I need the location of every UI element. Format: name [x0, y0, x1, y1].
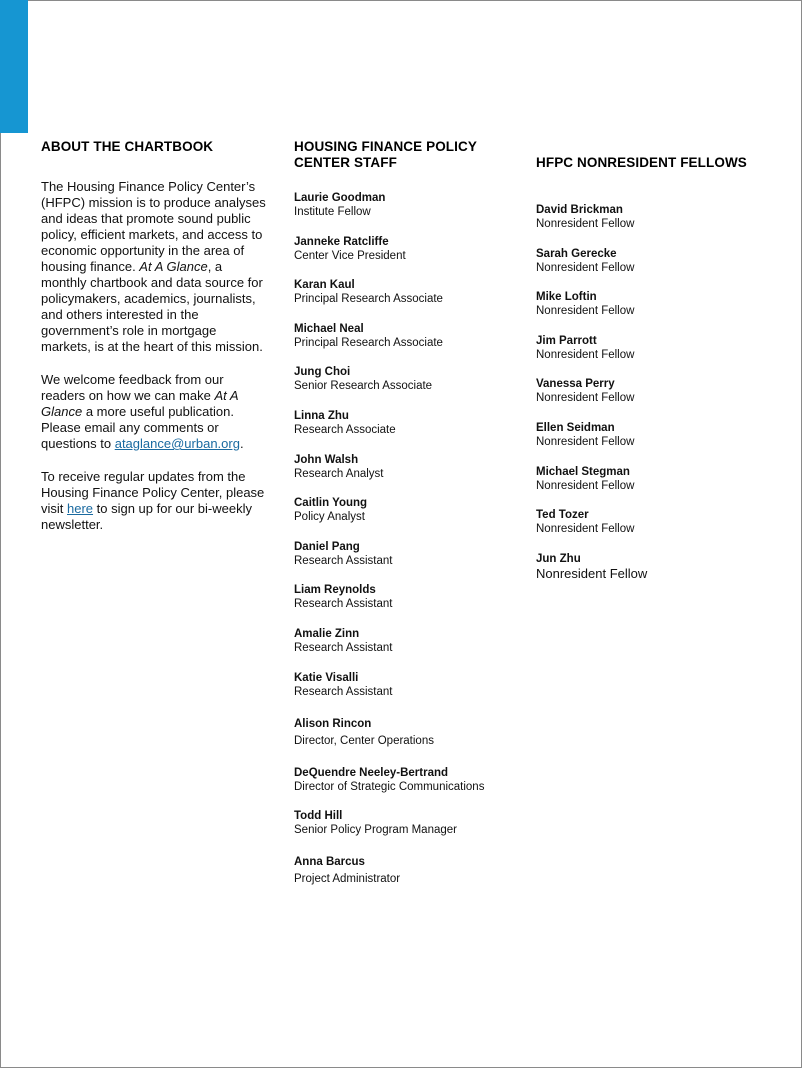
fellow-name: Ellen Seidman [536, 421, 615, 434]
staff-member [294, 322, 524, 350]
mission-text: The Housing Finance Policy Center’s (HFPC) mission is to produce analyses and ideas that promote sound public policy, efficient markets, and access to economic opportunity in the area of housing finance. [41, 179, 266, 274]
staff-member [294, 235, 524, 263]
fellow-member [536, 203, 776, 231]
fellow-name: Michael Stegman [536, 465, 630, 478]
fellow-member [536, 334, 776, 362]
staff-title: Director of Strategic Communications [294, 780, 485, 793]
staff-member [294, 717, 524, 748]
staff-title: Policy Analyst [294, 511, 365, 524]
staff-title: Principal Research Associate [294, 293, 443, 306]
fellow-title: Nonresident Fellow [536, 305, 635, 318]
newsletter-signup-link[interactable]: here [67, 501, 94, 516]
staff-member [294, 496, 524, 524]
staff-title: Center Vice President [294, 249, 406, 262]
staff-member [294, 855, 524, 886]
about-newsletter-paragraph [41, 469, 266, 533]
staff-heading: HOUSING FINANCE POLICY CENTER STAFF [294, 139, 477, 170]
publication-name: At A Glance [41, 388, 239, 419]
staff-list [294, 191, 524, 886]
staff-member [294, 278, 524, 306]
about-section [41, 139, 266, 550]
staff-member [294, 409, 524, 437]
fellow-member [536, 465, 776, 493]
staff-title: Research Assistant [294, 598, 393, 611]
fellow-title: Nonresident Fellow [536, 523, 635, 536]
staff-member [294, 583, 524, 611]
staff-title: Project Administrator [294, 873, 401, 886]
fellow-name: Jim Parrott [536, 334, 597, 347]
fellow-member [536, 508, 776, 536]
fellow-name: Ted Tozer [536, 509, 589, 522]
staff-name: Liam Reynolds [294, 584, 376, 597]
fellow-title: Nonresident Fellow [536, 218, 635, 230]
staff-name: DeQuendre Neeley-Bertrand [294, 766, 449, 779]
staff-member [294, 627, 524, 655]
fellow-name: Mike Loftin [536, 291, 597, 304]
fellow-name: Vanessa Perry [536, 378, 615, 391]
mission-text-cont: , a monthly chartbook and data source for policymakers, academics, journalists, and others interested in the government’s role in mortgage markets, is at the heart of this mission. [41, 259, 263, 354]
fellow-title: Nonresident Fellow [536, 565, 648, 581]
staff-title: Research Assistant [294, 641, 393, 654]
fellow-name: Jun Zhu [536, 552, 581, 565]
accent-bar [0, 0, 28, 133]
staff-section [294, 139, 524, 902]
staff-name: Alison Rincon [294, 717, 372, 730]
fellow-title: Nonresident Fellow [536, 392, 635, 405]
staff-name: Daniel Pang [294, 540, 360, 553]
fellow-title: Nonresident Fellow [536, 435, 635, 448]
staff-member [294, 191, 524, 219]
staff-name: John Walsh [294, 453, 359, 466]
staff-name: Amalie Zinn [294, 627, 360, 640]
fellow-member [536, 290, 776, 318]
fellow-member [536, 552, 776, 582]
staff-title: Director, Center Operations [294, 734, 434, 747]
staff-title: Senior Research Associate [294, 380, 433, 393]
staff-title: Research Assistant [294, 685, 393, 698]
staff-name: Jung Choi [294, 366, 351, 379]
fellows-list [536, 203, 776, 582]
feedback-text: We welcome feedback from our readers on how we can make [41, 372, 224, 403]
fellow-member [536, 377, 776, 405]
fellows-section [536, 155, 776, 597]
staff-name: Todd Hill [294, 810, 343, 823]
staff-name: Michael Neal [294, 322, 364, 335]
publication-name: At A Glance [139, 259, 208, 274]
fellow-member [536, 247, 776, 275]
fellow-title: Nonresident Fellow [536, 261, 635, 274]
staff-member [294, 540, 524, 568]
fellow-title: Nonresident Fellow [536, 348, 635, 361]
staff-name: Katie Visalli [294, 671, 359, 684]
staff-member [294, 671, 524, 699]
about-mission-paragraph [41, 179, 266, 355]
staff-member [294, 453, 524, 481]
about-feedback-paragraph [41, 372, 266, 452]
fellows-heading: HFPC NONRESIDENT FELLOWS [536, 155, 747, 170]
staff-title: Research Analyst [294, 467, 384, 480]
staff-member [294, 809, 524, 837]
feedback-text-cont: a more useful publication. Please email any comments or questions to [41, 404, 234, 451]
newsletter-text-cont: to sign up for our bi-weekly newsletter. [41, 501, 252, 532]
staff-member [294, 365, 524, 393]
staff-title: Principal Research Associate [294, 336, 443, 349]
staff-name: Karan Kaul [294, 279, 355, 292]
feedback-text-end: . [239, 436, 244, 451]
staff-title: Research Associate [294, 423, 396, 436]
fellow-name: Sarah Gerecke [536, 247, 617, 260]
about-heading: ABOUT THE CHARTBOOK [41, 139, 214, 154]
staff-title: Institute Fellow [294, 206, 371, 218]
staff-name: Anna Barcus [294, 856, 365, 869]
newsletter-text: To receive regular updates from the Housing Finance Policy Center, please visit [41, 469, 265, 516]
staff-name: Janneke Ratcliffe [294, 235, 389, 248]
staff-title: Research Assistant [294, 554, 393, 567]
staff-title: Senior Policy Program Manager [294, 824, 457, 837]
staff-name: Caitlin Young [294, 497, 368, 510]
staff-name: Linna Zhu [294, 409, 349, 422]
fellow-member [536, 421, 776, 449]
staff-name: Laurie Goodman [294, 192, 386, 204]
fellow-name: David Brickman [536, 204, 623, 216]
fellow-title: Nonresident Fellow [536, 479, 635, 492]
email-link[interactable]: ataglance@urban.org [114, 436, 240, 451]
staff-member [294, 766, 524, 794]
